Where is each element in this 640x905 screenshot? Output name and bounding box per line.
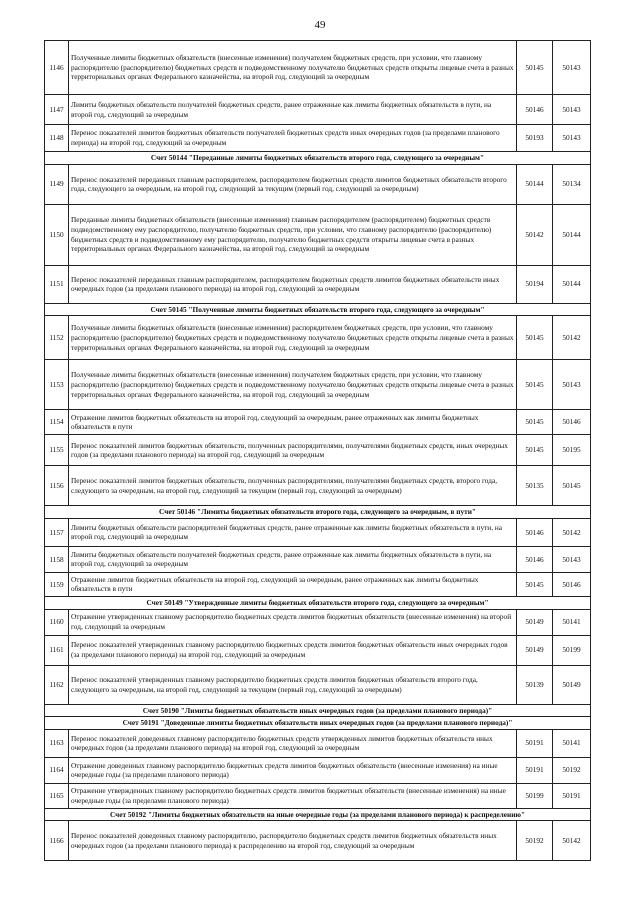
- section-header-row: [45, 704, 591, 717]
- credit-account: 50195: [553, 435, 591, 466]
- section-header-row: [45, 717, 591, 730]
- section-title: Счет 50190 "Лимиты бюджетных обязательств иных очередных годов (за пределами планового периода)": [45, 704, 591, 717]
- debit-account: 50144: [517, 164, 553, 204]
- entry-number: 1165: [45, 783, 69, 808]
- debit-account: 50194: [517, 265, 553, 303]
- table-row: [45, 518, 591, 546]
- table-row: [45, 41, 591, 95]
- credit-account: 50142: [553, 316, 591, 360]
- section-header-row: [45, 808, 591, 821]
- credit-account: 50141: [553, 729, 591, 757]
- table-row: [45, 125, 591, 152]
- debit-account: 50199: [517, 783, 553, 808]
- credit-account: 50149: [553, 665, 591, 704]
- table-row: [45, 316, 591, 360]
- table-row: [45, 204, 591, 265]
- credit-account: 50192: [553, 757, 591, 783]
- table-row: [45, 265, 591, 303]
- debit-account: 50135: [517, 466, 553, 506]
- table-row: [45, 729, 591, 757]
- entry-description: Полученные лимиты бюджетных обязательств (внесенные изменения) получателем бюджетных средств, при условии, что главному распорядителю (распорядителю) бюджетных средств и подведомственному получателю бюджетных средств открыты лицевые счета в разных территориальных органах Федерального казначейства, на второй год, следующий за очередным: [69, 360, 517, 410]
- table-row: [45, 821, 591, 861]
- entry-number: 1161: [45, 635, 69, 665]
- debit-account: 50191: [517, 757, 553, 783]
- section-title: Счет 50192 "Лимиты бюджетных обязательств на иные очередные годы (за пределами планового периода) к распределению": [45, 808, 591, 821]
- entry-description: Отражение утвержденных главному распорядителю бюджетных средств лимитов бюджетных обязательств (внесенные изменения) на иные очередные годы (за пределами планового периода): [69, 783, 517, 808]
- entry-number: 1166: [45, 821, 69, 861]
- credit-account: 50143: [553, 546, 591, 572]
- debit-account: 50145: [517, 360, 553, 410]
- entry-number: 1159: [45, 572, 69, 596]
- debit-account: 50145: [517, 572, 553, 596]
- credit-account: 50144: [553, 204, 591, 265]
- section-header-row: [45, 152, 591, 165]
- table-row: [45, 635, 591, 665]
- debit-account: 50145: [517, 410, 553, 435]
- table-row: [45, 757, 591, 783]
- credit-account: 50142: [553, 821, 591, 861]
- credit-account: 50134: [553, 164, 591, 204]
- debit-account: 50193: [517, 125, 553, 152]
- debit-account: 50191: [517, 729, 553, 757]
- credit-account: 50146: [553, 410, 591, 435]
- credit-account: 50143: [553, 125, 591, 152]
- section-title: Счет 50149 "Утвержденные лимиты бюджетных обязательств второго года, следующего за очередным": [45, 596, 591, 609]
- credit-account: 50143: [553, 360, 591, 410]
- entry-description: Лимиты бюджетных обязательств получателей бюджетных средств, ранее отраженные как лимиты бюджетных обязательств в пути, на второй год, следующий за очередным: [69, 546, 517, 572]
- entry-description: Перенос показателей лимитов бюджетных обязательств, полученных распорядителями, получателями бюджетных средств, иных очередных годов (за пределами планового периода) на второй год, следующий за очередным: [69, 435, 517, 466]
- entry-number: 1158: [45, 546, 69, 572]
- entry-number: 1153: [45, 360, 69, 410]
- entry-number: 1149: [45, 164, 69, 204]
- debit-account: 50149: [517, 635, 553, 665]
- credit-account: 50141: [553, 609, 591, 635]
- entry-number: 1147: [45, 95, 69, 125]
- debit-account: 50145: [517, 316, 553, 360]
- debit-account: 50146: [517, 546, 553, 572]
- entry-description: Переданные лимиты бюджетных обязательств (внесенные изменения) главным распорядителем (распорядителем) бюджетных средств подведомственному ему распорядителю, получателю бюджетных средств, при условии, что главному распорядителю (распорядителю) бюджетных средств и подведомственному ему распорядителю, получателю бюджетных средств открыты лицевые счета в разных территориальных органах Федерального казначейства, на второй год, следующий за очередным: [69, 204, 517, 265]
- entry-description: Перенос показателей лимитов бюджетных обязательств, полученных распорядителями, получателями бюджетных средств, второго года, следующего за очередным, на второй год, следующий за текущим (первый год, следующий за очередным): [69, 466, 517, 506]
- entry-description: Лимиты бюджетных обязательств получателей бюджетных средств, ранее отраженные как лимиты бюджетных обязательств в пути, на второй год, следующий за очередным: [69, 95, 517, 125]
- debit-account: 50149: [517, 609, 553, 635]
- entry-description: Перенос показателей лимитов бюджетных обязательств получателей бюджетных средств иных очередных годов (за пределами планового периода) на второй год, следующий за очередным: [69, 125, 517, 152]
- entry-description: Перенос показателей утвержденных главному распорядителю бюджетных средств лимитов бюджетных обязательств второго года, следующего за очередным, на второй год, следующий за текущим (первый год, следующий за очередным): [69, 665, 517, 704]
- accounting-entries-table: [44, 40, 591, 861]
- credit-account: 50191: [553, 783, 591, 808]
- entry-description: Полученные лимиты бюджетных обязательств (внесенные изменения) получателем бюджетных средств, при условии, что главному распорядителю (распорядителю) бюджетных средств и подведомственному получателю бюджетных средств открыты лицевые счета в разных территориальных органах Федерального казначейства, на второй год, следующий за очередным: [69, 41, 517, 95]
- table-row: [45, 164, 591, 204]
- entry-number: 1148: [45, 125, 69, 152]
- entry-description: Перенос показателей переданных главным распорядителем, распорядителем бюджетных средств лимитов бюджетных обязательств иных очередных годов (за пределами планового периода) на второй год, следующий за очередным: [69, 265, 517, 303]
- section-title: Счет 50146 "Лимиты бюджетных обязательств второго года, следующего за очередным, в пути": [45, 506, 591, 519]
- table-row: [45, 546, 591, 572]
- debit-account: 50145: [517, 435, 553, 466]
- entry-number: 1162: [45, 665, 69, 704]
- entry-number: 1150: [45, 204, 69, 265]
- credit-account: 50143: [553, 95, 591, 125]
- credit-account: 50146: [553, 572, 591, 596]
- entry-number: 1163: [45, 729, 69, 757]
- section-title: Счет 50144 "Переданные лимиты бюджетных обязательств второго года, следующего за очередным": [45, 152, 591, 165]
- table-row: [45, 572, 591, 596]
- table-row: [45, 435, 591, 466]
- table-row: [45, 360, 591, 410]
- entry-description: Перенос показателей доведенных главному распорядителю, распорядителю бюджетных средств лимитов бюджетных обязательств иных очередных годов (за пределами планового периода) к распределению на второй год, следующий за очередным: [69, 821, 517, 861]
- entry-description: Перенос показателей утвержденных главному распорядителю бюджетных средств лимитов бюджетных обязательств иных очередных годов (за пределами планового периода) на второй год, следующий за очередным: [69, 635, 517, 665]
- table-row: [45, 95, 591, 125]
- entry-description: Отражение лимитов бюджетных обязательств на второй год, следующий за очередным, ранее отраженных как лимиты бюджетных обязательств в пути: [69, 572, 517, 596]
- section-header-row: [45, 303, 591, 316]
- debit-account: 50139: [517, 665, 553, 704]
- entry-number: 1164: [45, 757, 69, 783]
- entry-number: 1155: [45, 435, 69, 466]
- section-header-row: [45, 506, 591, 519]
- section-header-row: [45, 596, 591, 609]
- table-row: [45, 783, 591, 808]
- credit-account: 50143: [553, 41, 591, 95]
- credit-account: 50142: [553, 518, 591, 546]
- section-title: Счет 50191 "Доведенные лимиты бюджетных обязательств иных очередных годов (за пределами планового периода)": [45, 717, 591, 730]
- entry-description: Лимиты бюджетных обязательств распорядителей бюджетных средств, ранее отраженные как лимиты бюджетных обязательств в пути, на второй год, следующий за очередным: [69, 518, 517, 546]
- debit-account: 50146: [517, 95, 553, 125]
- section-title: Счет 50145 "Полученные лимиты бюджетных обязательств второго года, следующего за очередным": [45, 303, 591, 316]
- debit-account: 50145: [517, 41, 553, 95]
- entry-description: Отражение доведенных главному распорядителю бюджетных средств лимитов бюджетных обязательств (внесенные изменения) на иные очередные годы (за пределами планового периода): [69, 757, 517, 783]
- entry-number: 1146: [45, 41, 69, 95]
- credit-account: 50199: [553, 635, 591, 665]
- entry-number: 1154: [45, 410, 69, 435]
- entry-number: 1160: [45, 609, 69, 635]
- table-row: [45, 665, 591, 704]
- debit-account: 50192: [517, 821, 553, 861]
- debit-account: 50142: [517, 204, 553, 265]
- credit-account: 50144: [553, 265, 591, 303]
- table-row: [45, 609, 591, 635]
- entry-description: Отражение утвержденных главному распорядителю бюджетных средств лимитов бюджетных обязательств (внесенные изменения) на второй год, следующий за очередным: [69, 609, 517, 635]
- entry-description: Отражение лимитов бюджетных обязательств на второй год, следующий за очередным, ранее отраженных как лимиты бюджетных обязательств в пути: [69, 410, 517, 435]
- entry-number: 1157: [45, 518, 69, 546]
- entry-number: 1152: [45, 316, 69, 360]
- entry-number: 1156: [45, 466, 69, 506]
- table-row: [45, 410, 591, 435]
- page-number: 49: [314, 19, 326, 31]
- entry-description: Полученные лимиты бюджетных обязательств (внесенные изменения) распорядителем бюджетных средств, при условии, что главному распорядителю (распорядителю) бюджетных средств и подведомственному получателю бюджетных средств открыты лицевые счета в разных территориальных органах Федерального казначейства, на второй год, следующий за очередным: [69, 316, 517, 360]
- entry-description: Перенос показателей доведенных главному распорядителю бюджетных средств утвержденных лимитов бюджетных обязательств иных очередных годов (за пределами планового периода) на второй год, следующий за очередным: [69, 729, 517, 757]
- table-row: [45, 466, 591, 506]
- entry-number: 1151: [45, 265, 69, 303]
- entry-description: Перенос показателей переданных главным распорядителем, распорядителем бюджетных средств лимитов бюджетных обязательств второго года, следующего за очередным, на второй год, следующий за текущим (первый год, следующий за очередным): [69, 164, 517, 204]
- debit-account: 50146: [517, 518, 553, 546]
- credit-account: 50145: [553, 466, 591, 506]
